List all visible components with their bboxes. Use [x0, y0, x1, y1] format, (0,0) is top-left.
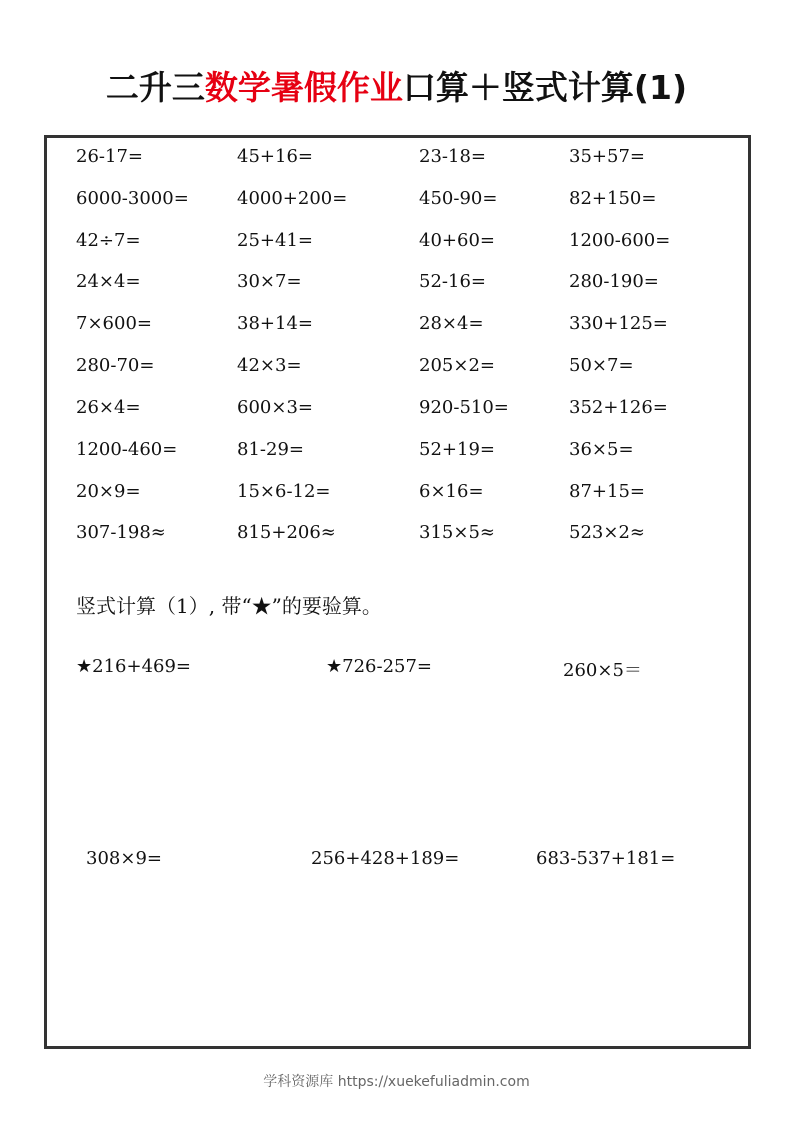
oral-item: 4000+200= — [237, 188, 348, 209]
oral-item: 280-190= — [569, 271, 659, 292]
oral-item: 450-90= — [419, 188, 498, 209]
oral-item: 7×600= — [76, 313, 152, 334]
oral-item: 38+14= — [237, 313, 313, 334]
oral-item: 26-17= — [76, 146, 143, 167]
title-part-3: 口算＋竖式计算(1) — [402, 68, 688, 107]
vertical-problem: 256+428+189= — [311, 848, 460, 869]
oral-item: 280-70= — [76, 355, 155, 376]
oral-item: 600×3= — [237, 397, 313, 418]
oral-item: 42÷7= — [76, 230, 141, 251]
vertical-problem: 260×5＝ — [563, 660, 642, 681]
oral-item: 1200-460= — [76, 439, 178, 460]
vertical-problem: ★216+469= — [76, 656, 192, 677]
oral-item: 52+19= — [419, 439, 495, 460]
oral-item: 25+41= — [237, 230, 313, 251]
oral-item: 50×7= — [569, 355, 634, 376]
title-part-1: 二升三 — [105, 68, 205, 107]
oral-item: 28×4= — [419, 313, 484, 334]
vertical-section-heading: 竖式计算（1）, 带“★”的要验算。 — [76, 594, 382, 618]
oral-item: 81-29= — [237, 439, 304, 460]
oral-item: 352+126= — [569, 397, 668, 418]
footer-watermark: 学科资源库 https://xuekefuliadmin.com — [263, 1074, 530, 1090]
oral-item: 15×6-12= — [237, 481, 331, 502]
oral-item: 40+60= — [419, 230, 495, 251]
oral-item: 36×5= — [569, 439, 634, 460]
oral-item: 52-16= — [419, 271, 486, 292]
oral-item: 30×7= — [237, 271, 302, 292]
page-title — [0, 62, 793, 109]
oral-item: 42×3= — [237, 355, 302, 376]
oral-item: 45+16= — [237, 146, 313, 167]
oral-item: 6×16= — [419, 481, 484, 502]
oral-item: 205×2= — [419, 355, 495, 376]
oral-item: 1200-600= — [569, 230, 671, 251]
oral-item: 26×4= — [76, 397, 141, 418]
oral-item: 315×5≈ — [419, 522, 495, 543]
oral-item: 87+15= — [569, 481, 645, 502]
oral-item: 6000-3000= — [76, 188, 189, 209]
oral-item: 20×9= — [76, 481, 141, 502]
vertical-problem: ★726-257= — [326, 656, 433, 677]
vertical-problem: 683-537+181= — [536, 848, 676, 869]
title-part-2-highlight: 数学暑假作业 — [204, 68, 403, 107]
oral-item: 23-18= — [419, 146, 486, 167]
oral-item: 920-510= — [419, 397, 509, 418]
vertical-problem: 308×9= — [86, 848, 162, 869]
oral-item: 24×4= — [76, 271, 141, 292]
oral-item: 815+206≈ — [237, 522, 336, 543]
oral-item: 307-198≈ — [76, 522, 166, 543]
oral-item: 523×2≈ — [569, 522, 645, 543]
oral-item: 35+57= — [569, 146, 645, 167]
oral-item: 82+150= — [569, 188, 657, 209]
oral-item: 330+125= — [569, 313, 668, 334]
